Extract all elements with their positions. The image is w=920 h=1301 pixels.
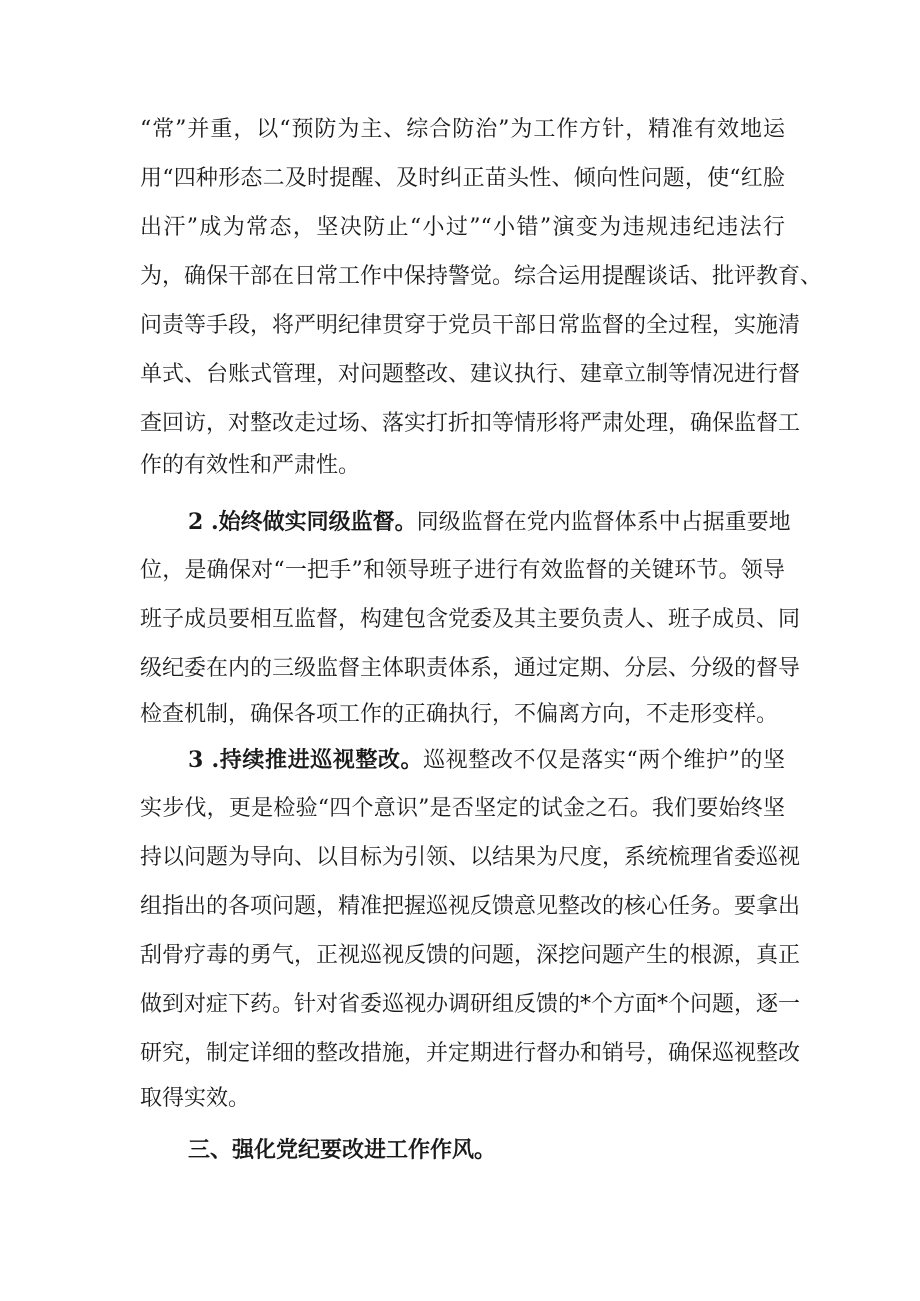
text-line: 持以问题为导向、以目标为引领、以结果为尺度，系统梳理省委巡视 [140, 845, 801, 870]
text-line: 作的有效性和严肃性。 [140, 453, 361, 478]
text-line: 做到对症下药。针对省委巡视办调研组反馈的*个方面*个问题，逐一 [140, 992, 801, 1017]
text-line: 研究，制定详细的整改措施，并定期进行督办和销号，确保巡视整改 [140, 1041, 801, 1066]
text-line: 查回访，对整改走过场、落实打折扣等情形将严肃处理，确保监督工 [140, 411, 801, 436]
text-line: 班子成员要相互监督，构建包含党委及其主要负责人、班子成员、同 [140, 607, 801, 632]
paragraph-3-first-line [188, 745, 785, 775]
text-run: 巡视整改不仅是落实“两个维护”的坚 [423, 748, 785, 773]
text-line: 出汗”成为常态，坚决防止“小过”“小错”演变为违规违纪违法行 [140, 215, 785, 240]
text-line: 取得实效。 [140, 1086, 251, 1111]
text-line: 实步伐，更是检验“四个意识”是否坚定的试金之石。我们要始终坚 [140, 796, 785, 821]
subheading-2: 2 .始终做实同级监督。 [188, 509, 417, 535]
text-line: 级纪委在内的三级监督主体职责体系，通过定期、分层、分级的督导 [140, 656, 801, 681]
text-line: 位，是确保对“一把手”和领导班子进行有效监督的关键环节。领导 [140, 558, 785, 583]
text-run: 同级监督在党内监督体系中占据重要地 [416, 510, 791, 535]
text-line: 问责等手段，将严明纪律贯穿于党员干部日常监督的全过程，实施清 [140, 313, 801, 338]
paragraph-2-first-line [188, 507, 791, 537]
text-line: 检查机制，确保各项工作的正确执行，不偏离方向，不走形变样。 [140, 702, 779, 727]
text-line: “常”并重，以“预防为主、综合防治”为工作方针，精准有效地运 [140, 117, 785, 142]
text-line: 用“四种形态二及时提醒、及时纠正苗头性、倾向性问题，使“红脸 [140, 166, 785, 191]
text-line: 单式、台账式管理，对问题整改、建议执行、建章立制等情况进行督 [140, 362, 801, 387]
text-line: 刮骨疗毒的勇气，正视巡视反馈的问题，深挖问题产生的根源，真正 [140, 943, 801, 968]
text-line: 为，确保干部在日常工作中保持警觉。综合运用提醒谈话、批评教育、 [140, 264, 823, 289]
subheading-3: 3 .持续推进巡视整改。 [188, 747, 424, 773]
section-heading: 三、强化党纪要改进工作作风。 [188, 1137, 497, 1163]
text-line: 组指出的各项问题，精准把握巡视反馈意见整改的核心任务。要拿出 [140, 894, 801, 919]
